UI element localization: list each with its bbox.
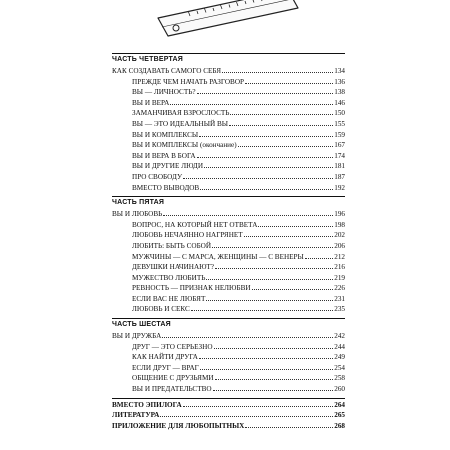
toc-page-number: 206 (334, 241, 345, 250)
toc-entry-title: ДРУГ — ЭТО СЕРЬЕЗНО (132, 342, 213, 351)
dot-leader (197, 150, 334, 158)
toc-entry-title: ПРО СВОБОДУ (132, 172, 183, 181)
toc-entry (112, 150, 345, 161)
toc-page-number: 174 (334, 151, 345, 160)
toc-page-number: 150 (334, 109, 345, 118)
toc-page-number: 244 (334, 342, 345, 351)
toc-page-number: 192 (334, 183, 345, 192)
toc-entry (112, 251, 345, 262)
toc-entry-title: ВЫ — ЛИЧНОСТЬ? (132, 88, 196, 97)
toc-entry-title: ВМЕСТО ВЫВОДОВ (132, 183, 200, 192)
toc-entry (112, 208, 345, 219)
dot-leader (183, 171, 333, 179)
toc-entry-title: КАК НАЙТИ ДРУГА (132, 353, 198, 362)
toc-entry-title: ЛЮБОВЬ И СЕКС (132, 305, 190, 314)
dot-leader (215, 261, 333, 269)
toc-entry-title: ВМЕСТО ЭПИЛОГА (112, 400, 182, 409)
toc-page-number: 268 (334, 421, 345, 430)
dot-leader (160, 409, 333, 417)
toc-page-number: 249 (334, 353, 345, 362)
toc-entry (112, 160, 345, 171)
toc-page-number: 260 (334, 385, 345, 394)
dot-leader (206, 272, 333, 280)
toc-entry-title: МУЖЧИНЫ — С МАРСА, ЖЕНЩИНЫ — С ВЕНЕРЫ (132, 252, 304, 261)
dot-leader (191, 303, 333, 311)
toc-page-number: 219 (334, 273, 345, 282)
dot-leader (252, 282, 334, 290)
toc-entry-title: ВЫ И ВЕРА В БОГА (132, 151, 196, 160)
toc-entry (112, 129, 345, 140)
toc-entry-title: ПРЕЖДЕ ЧЕМ НАЧАТЬ РАЗГОВОР (132, 77, 245, 86)
ruler-illustration (152, 0, 302, 46)
toc-entry (112, 303, 345, 314)
dot-leader (199, 351, 333, 359)
toc-entry-title: ВЫ И ЛЮБОВЬ (112, 210, 163, 219)
toc-page-number: 198 (334, 220, 345, 229)
toc-entry-title: МУЖЕСТВО ЛЮБИТЬ (132, 273, 206, 282)
toc-entry (112, 139, 345, 150)
toc-page-number: 138 (334, 88, 345, 97)
part-heading: ЧАСТЬ ПЯТАЯ (112, 196, 345, 208)
toc-page-number: 146 (334, 98, 345, 107)
toc-entry (112, 409, 345, 420)
toc-page-number: 196 (334, 210, 345, 219)
toc-entry-title: ВЫ И ВЕРА (132, 98, 170, 107)
toc-entry (112, 171, 345, 182)
toc-entry (112, 65, 345, 76)
toc-entry-title: КАК СОЗДАВАТЬ САМОГО СЕБЯ (112, 67, 222, 75)
dot-leader (163, 208, 333, 216)
toc-entry-title: ВЫ И КОМПЛЕКСЫ (132, 130, 199, 139)
dot-leader (213, 383, 334, 391)
toc-entry-title: ЛЮБОВЬ НЕЧАЯННО НАГРЯНЕТ (132, 231, 243, 240)
toc-entry (112, 261, 345, 272)
toc-entry (112, 182, 345, 193)
toc-entry (112, 282, 345, 293)
toc-entry (112, 420, 345, 431)
dot-leader (170, 97, 333, 105)
dot-leader (245, 76, 333, 84)
dot-leader (214, 341, 334, 349)
toc-entry-title: ВЫ — ЭТО ИДЕАЛЬНЫЙ ВЫ (132, 119, 229, 128)
toc-entry (112, 240, 345, 251)
toc-entry-title: ДЕВУШКИ НАЧИНАЮТ? (132, 263, 214, 272)
toc-page-number: 136 (334, 77, 345, 86)
toc-page-number: 155 (334, 119, 345, 128)
toc-entry (112, 76, 345, 87)
toc-page-number: 216 (334, 263, 345, 272)
toc-entry-title: ЗАМАНЧИВАЯ ВЗРОСЛОСТЬ (132, 109, 230, 118)
toc-entry (112, 97, 345, 108)
dot-leader (197, 86, 334, 94)
part-heading: ЧАСТЬ ШЕСТАЯ (112, 318, 345, 330)
dot-leader (222, 65, 333, 73)
table-of-contents (112, 53, 345, 430)
toc-entry (112, 219, 345, 230)
toc-entry-title: ОБЩЕНИЕ С ДРУЗЬЯМИ (132, 374, 214, 383)
dot-leader (258, 219, 333, 227)
toc-entry-title: ЛИТЕРАТУРА (112, 411, 160, 420)
toc-page-number: 187 (334, 172, 345, 181)
toc-page-number: 212 (334, 252, 345, 261)
dot-leader (238, 139, 334, 147)
dot-leader (199, 129, 333, 137)
dot-leader (204, 160, 333, 168)
toc-page-number: 167 (334, 141, 345, 150)
toc-entry-title: РЕВНОСТЬ — ПРИЗНАК НЕЛЮБВИ (132, 284, 251, 293)
toc-entry-title: ЛЮБИТЬ: БЫТЬ СОБОЙ (132, 241, 212, 250)
toc-entry (112, 351, 345, 362)
toc-entry (112, 107, 345, 118)
toc-entry (112, 293, 345, 304)
dot-leader (162, 330, 333, 338)
toc-entry (112, 399, 345, 410)
toc-entry (112, 362, 345, 373)
toc-page-number: 235 (334, 305, 345, 314)
toc-page-number: 242 (334, 332, 345, 341)
toc-page-number: 202 (334, 231, 345, 240)
toc-entry (112, 341, 345, 352)
toc-page-number: 265 (334, 411, 345, 420)
part-heading: ЧАСТЬ ЧЕТВЕРТАЯ (112, 53, 345, 65)
toc-entry (112, 229, 345, 240)
toc-page-number: 254 (334, 363, 345, 372)
toc-page-number: 134 (334, 67, 345, 75)
toc-page-number: 231 (334, 294, 345, 303)
dot-leader (206, 293, 333, 301)
dot-leader (183, 399, 334, 407)
dot-leader (200, 182, 333, 190)
toc-page-number: 226 (334, 284, 345, 293)
dot-leader (305, 251, 333, 259)
toc-entry (112, 330, 345, 341)
toc-entry-title: ВЫ И ПРЕДАТЕЛЬСТВО (132, 385, 212, 394)
dot-leader (230, 107, 333, 115)
toc-entry (112, 118, 345, 129)
dot-leader (244, 229, 334, 237)
toc-entry-title: ВОПРОС, НА КОТОРЫЙ НЕТ ОТВЕТА (132, 220, 258, 229)
dot-leader (200, 362, 333, 370)
toc-page-number: 181 (334, 162, 345, 171)
toc-entry-title: ВЫ И ДРУЖБА (112, 332, 162, 341)
toc-entry (112, 86, 345, 97)
toc-page-number: 258 (334, 374, 345, 383)
toc-entry-title: ПРИЛОЖЕНИЕ ДЛЯ ЛЮБОПЫТНЫХ (112, 421, 245, 430)
toc-entry (112, 383, 345, 394)
toc-entry-title: ВЫ И ДРУГИЕ ЛЮДИ (132, 162, 204, 171)
dot-leader (212, 240, 333, 248)
toc-page-number: 159 (334, 130, 345, 139)
toc-entry-title: ЕСЛИ ВАС НЕ ЛЮБЯТ (132, 294, 206, 303)
toc-entry-title: ЕСЛИ ДРУГ — ВРАГ (132, 363, 199, 372)
toc-entry-title: ВЫ И КОМПЛЕКСЫ (окончание) (132, 141, 237, 150)
dot-leader (229, 118, 333, 126)
toc-entry (112, 272, 345, 283)
dot-leader (215, 372, 334, 380)
toc-page-number: 264 (334, 400, 345, 409)
toc-entry (112, 372, 345, 383)
dot-leader (245, 420, 333, 428)
